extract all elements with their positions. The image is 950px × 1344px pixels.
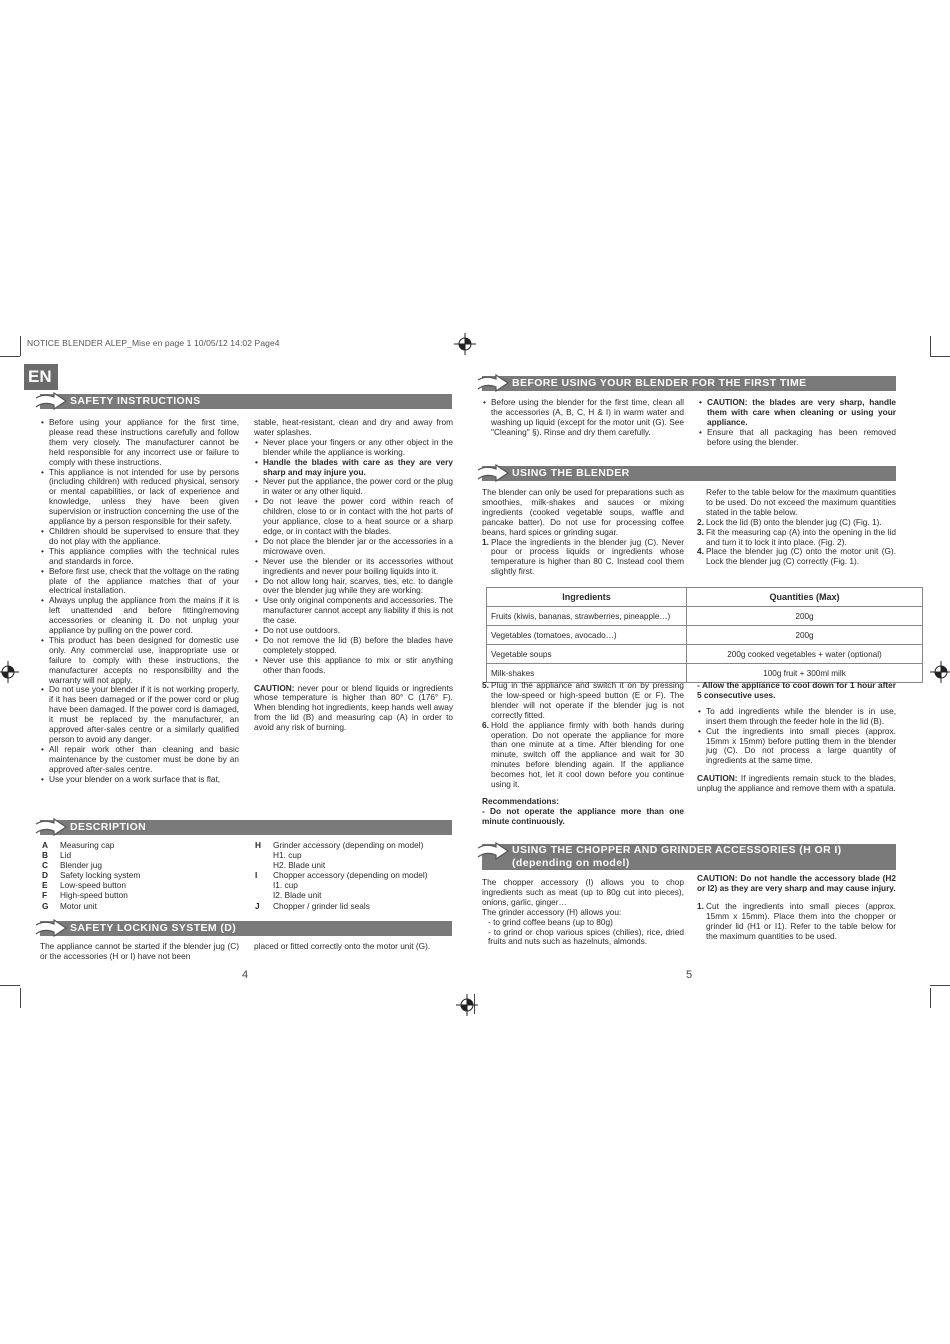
numbered-step: 6. Hold the appliance firmly with both hands during operation. Do not operate the appliance for more than one minute at a time. After blending for one minute, switch off the appliance and wait for 30 minutes before blending again. If the appliance becomes hot, let it cool down before you continue using it. (482, 719, 684, 790)
using-right-1: Refer to the table below for the maximum quantities to be used. Do not exceed the maximum quantities stated in the table below. 2. Lock the lid (B) onto the blender jug (C) (Fig. 1). 3. Fit the measuring cap (A) into the opening in the lid and turn it to lock it into place. (Fig. 2). 4. Place the blender jug (C) onto the motor unit (G). Lock the blender jug (C) correctly (Fig. 1). (697, 487, 896, 567)
arrow-icon (476, 373, 510, 393)
first-time-right: • CAUTION: the blades are very sharp, handle them with care when cleaning or using your appliance. • Ensure that all packaging has been removed before using the blender. (698, 398, 896, 448)
safety-bullet: • Do not allow long hair, scarves, ties, etc. to dangle over the blender jug while they are working. (254, 577, 453, 597)
tip-bullet: • To add ingredients while the blender is in use, insert them through the feeder hole in the lid (B). (697, 707, 896, 727)
section-header-locking (40, 921, 452, 936)
section-title: DESCRIPTION (70, 821, 147, 833)
safety-bullet: • Always unplug the appliance from the mains if it is left unattended and before fitting/removing accessories or cleaning it. Do not unplug your appliance by pulling on the power cord. (40, 596, 239, 636)
section-header-using (482, 466, 896, 481)
safety-bullet: • This product has been designed for domestic use only. Any commercial use, inappropriate use or failure to comply with these instructions, the manufacturer accepts no responsibility and the warranty will not apply. (40, 636, 239, 686)
print-slug: NOTICE BLENDER ALEP_Mise en page 1 10/05/12 14:02 Page4 (27, 338, 280, 348)
arrow-icon (34, 918, 68, 938)
safety-column-1 (40, 418, 239, 785)
arrow-icon (476, 841, 510, 861)
section-subtitle: (depending on model) (512, 857, 630, 869)
registration-mark-icon (456, 994, 478, 1016)
safety-bullet: • Never put the appliance, the power cord or the plug in water or any other liquid. (254, 477, 453, 497)
table-cell: 200g cooked vegetables + water (optional) (687, 645, 923, 664)
description-item: A Measuring cap (42, 840, 115, 850)
section-title: USING THE CHOPPER AND GRINDER ACCESSORIES (H OR I) (512, 844, 842, 856)
table-row (487, 626, 923, 645)
table-cell: 100g fruit + 300ml milk (687, 664, 923, 683)
description-item: F High-speed button (42, 890, 128, 901)
safety-bullet: • Do not use outdoors. (254, 626, 453, 636)
safety-bullet: • Handle the blades with care as they are very sharp and may injure you. (254, 458, 453, 478)
safety-bullet: • Do not place the blender jar or the accessories in a microwave oven. (254, 537, 453, 557)
section-header-chopper (482, 844, 896, 870)
registration-mark-icon (930, 661, 950, 683)
safety-bullet: • Use only original components and accessories. The manufacturer cannot accept any liability if this is not the case. (254, 596, 453, 626)
registration-mark-icon (454, 333, 476, 355)
description-item: E Low-speed button (42, 880, 126, 891)
chopper-right: CAUTION: Do not handle the accessory blade (H2 or I2) as they are very sharp and may cause injury. 1. Cut the ingredients into small pieces (approx. 15mm x 15mm). Place them into the chopper or grinder lid (H1 or I1). Refer to the table below for the maximum quantities to be used. (697, 873, 896, 941)
language-tab: EN (24, 364, 58, 390)
numbered-step: 5. Plug in the appliance and switch it on by pressing the low-speed or high-speed button (E or F). The blender will not operate if the blender jug is not correctly fitted. (482, 680, 684, 720)
safety-bullet: • Before using your appliance for the first time, please read these instructions carefully and follow them very closely. The manufacturer cannot be held responsible for any incorrect use or failure to comply with these instructions. (40, 418, 239, 468)
arrow-icon (34, 817, 68, 837)
registration-mark-icon (0, 661, 19, 683)
description-item: J Chopper / grinder lid seals (255, 900, 370, 911)
locking-text-left: The appliance cannot be started if the blender jug (C) or the accessories (H or I) have not been (40, 941, 239, 961)
quantities-table-wrap (486, 587, 923, 683)
page-number-left: 4 (242, 969, 249, 981)
section-title: SAFETY INSTRUCTIONS (70, 395, 201, 407)
safety-bullet: • This appliance complies with the technical rules and standards in force. (40, 547, 239, 567)
description-item: I2. Blade unit (273, 890, 322, 901)
description-item: G Motor unit (42, 900, 97, 911)
first-time-left: • Before using the blender for the first time, clean all the accessories (A, B, C, H & I) in warm water and washing up liquid (except for the motor unit (G). See "Cleaning" §). Rinse and dry them carefully. (482, 398, 684, 438)
locking-text-right: placed or fitted correctly onto the motor unit (G). (254, 941, 431, 951)
safety-bullet: • Do not remove the lid (B) before the blades have completely stopped. (254, 636, 453, 656)
table-row (487, 645, 923, 664)
description-item: I Chopper accessory (depending on model) (255, 870, 428, 881)
safety-column-2 (254, 418, 453, 733)
description-item: H1. cup (273, 850, 302, 861)
section-title: SAFETY LOCKING SYSTEM (D) (70, 922, 237, 934)
table-row (487, 607, 923, 626)
numbered-step: 3. Fit the measuring cap (A) into the opening in the lid and turn it to lock it into place. (Fig. 2). (697, 526, 896, 547)
description-item: D Safety locking system (42, 870, 141, 881)
table-header: Ingredients (487, 588, 687, 607)
table-cell: Vegetables (tomatoes, avocado…) (487, 626, 687, 645)
using-right-2: - Allow the appliance to cool down for 1 hour after 5 consecutive uses. • To add ingredients while the blender is in use, insert them through the feeder hole in the lid (B). • Cut the ingredients into small pieces (approx. 15mm x 15mm) before putting them in the blender jug (C). Do not process a large quantity of ingredients at the same time. CAUTION: If ingredients remain stuck to the blades, unplug the appliance and remove them with a spatula. (697, 681, 896, 794)
using-left-2: 5. Plug in the appliance and switch it on by pressing the low-speed or high-speed button (E or F). The blender will not operate if the blender jug is not correctly fitted. 6. Hold the appliance firmly with both hands during operation. Do not operate the appliance for more than one minute at a time. After blending for one minute, switch off the appliance and wait for 30 minutes before blending again. If the appliance becomes hot, let it cool down before you continue using it. Recommendations: - Do not operate the appliance more than one minute continuously. (482, 680, 684, 826)
table-cell: 200g (687, 607, 923, 626)
quantities-table (486, 587, 923, 683)
section-title: USING THE BLENDER (512, 467, 630, 479)
safety-col2-lead: stable, heat-resistant, clean and dry and away from water splashes. (254, 417, 453, 437)
tip-bullet: • Cut the ingredients into small pieces (approx. 15mm x 15mm) before putting them in the blender jug (C). Do not process a large quantity of ingredients at the same time. (697, 727, 896, 767)
table-cell: Milk-shakes (487, 664, 687, 683)
description-item: I1. cup (273, 880, 298, 891)
description-item: C Blender jug (42, 860, 102, 871)
table-cell: Vegetable soups (487, 645, 687, 664)
safety-bullet: • Never place your fingers or any other object in the blender while the appliance is working. (254, 438, 453, 458)
safety-bullet: • Use your blender on a work surface that is flat, (40, 775, 239, 785)
table-cell: 200g (687, 626, 923, 645)
safety-bullet: • Children should be supervised to ensure that they do not play with the appliance. (40, 527, 239, 547)
safety-bullet: • All repair work other than cleaning and basic maintenance by the customer must be done by an approved after-sales centre. (40, 745, 239, 775)
using-left-1: The blender can only be used for preparations such as smoothies, milk-shakes and sauces or mixing ingredients (cooked vegetable soups, waffle and pancake batter). Do not use for processing coffee beans, hard spices or grinding sugar. 1. Place the ingredients in the blender jug (C). Never pour or process liquids or ingredients whose temperature is higher than 80 C. Instead cool them slightly first. (482, 487, 684, 577)
chopper-left: The chopper accessory (I) allows you to chop ingredients such as meat (up to 80g cut into pieces), onions, garlic, ginger… The grinder accessory (H) allows you: - to grind coffee beans (up to 80g) - to grind or chop various spices (chilies), rice, dried fruits and nuts such as hazelnuts, almonds. (482, 877, 684, 947)
safety-bullet: • Do not use your blender if it is not working properly, if it has been damaged or if the power cord or plug have been damaged. If the power cord is damaged, it must be replaced by the manufacturer, an approved after-sales centre or a similarly qualified person to avoid any danger. (40, 685, 239, 744)
section-header-safety (40, 394, 452, 409)
safety-bullet: • Never use this appliance to mix or stir anything other than foods. (254, 656, 453, 676)
table-header: Quantities (Max) (687, 588, 923, 607)
description-list-left (42, 840, 242, 911)
numbered-step: 4. Place the blender jug (C) onto the motor unit (G). Lock the blender jug (C) correctly (Fig. 1). (697, 546, 896, 567)
arrow-icon (34, 391, 68, 411)
arrow-icon (476, 463, 510, 483)
caution-paragraph: CAUTION: never pour or blend liquids or ingredients whose temperature is higher than 80° C (176° F). When blending hot ingredients, keep hands well away from the lid (B) and measuring cap (A) in order to avoid any risk of burning. (254, 682, 453, 733)
description-item: H Grinder accessory (depending on model) (255, 840, 424, 850)
safety-bullet: • This appliance is not intended for use by persons (including children) with reduced physical, sensory or mental capabilities, or lack of experience and knowledge, unless they have been given supervision or instruction concerning the use of the appliance by a person responsible for their safety. (40, 468, 239, 527)
description-item: B Lid (42, 850, 72, 861)
table-cell: Fruits (kiwis, bananas, strawberries, pineapple…) (487, 607, 687, 626)
description-item: H2. Blade unit (273, 860, 326, 871)
safety-bullet: • Never use the blender or its accessories without ingredients and never pour boiling liquids into it. (254, 557, 453, 577)
section-header-first-time (482, 376, 896, 391)
section-header-description (40, 820, 452, 835)
section-title: BEFORE USING YOUR BLENDER FOR THE FIRST TIME (512, 377, 807, 389)
numbered-step: 2. Lock the lid (B) onto the blender jug (C) (Fig. 1). (697, 516, 882, 527)
description-list-right (255, 840, 455, 911)
page-number-right: 5 (686, 969, 693, 981)
safety-bullet: • Do not leave the power cord within reach of children, close to or in contact with the hot parts of your appliance, close to a heat source or a sharp edge, or in contact with the blades. (254, 497, 453, 537)
safety-bullet: • Before first use, check that the voltage on the rating plate of the appliance matches that of your electrical installation. (40, 567, 239, 597)
